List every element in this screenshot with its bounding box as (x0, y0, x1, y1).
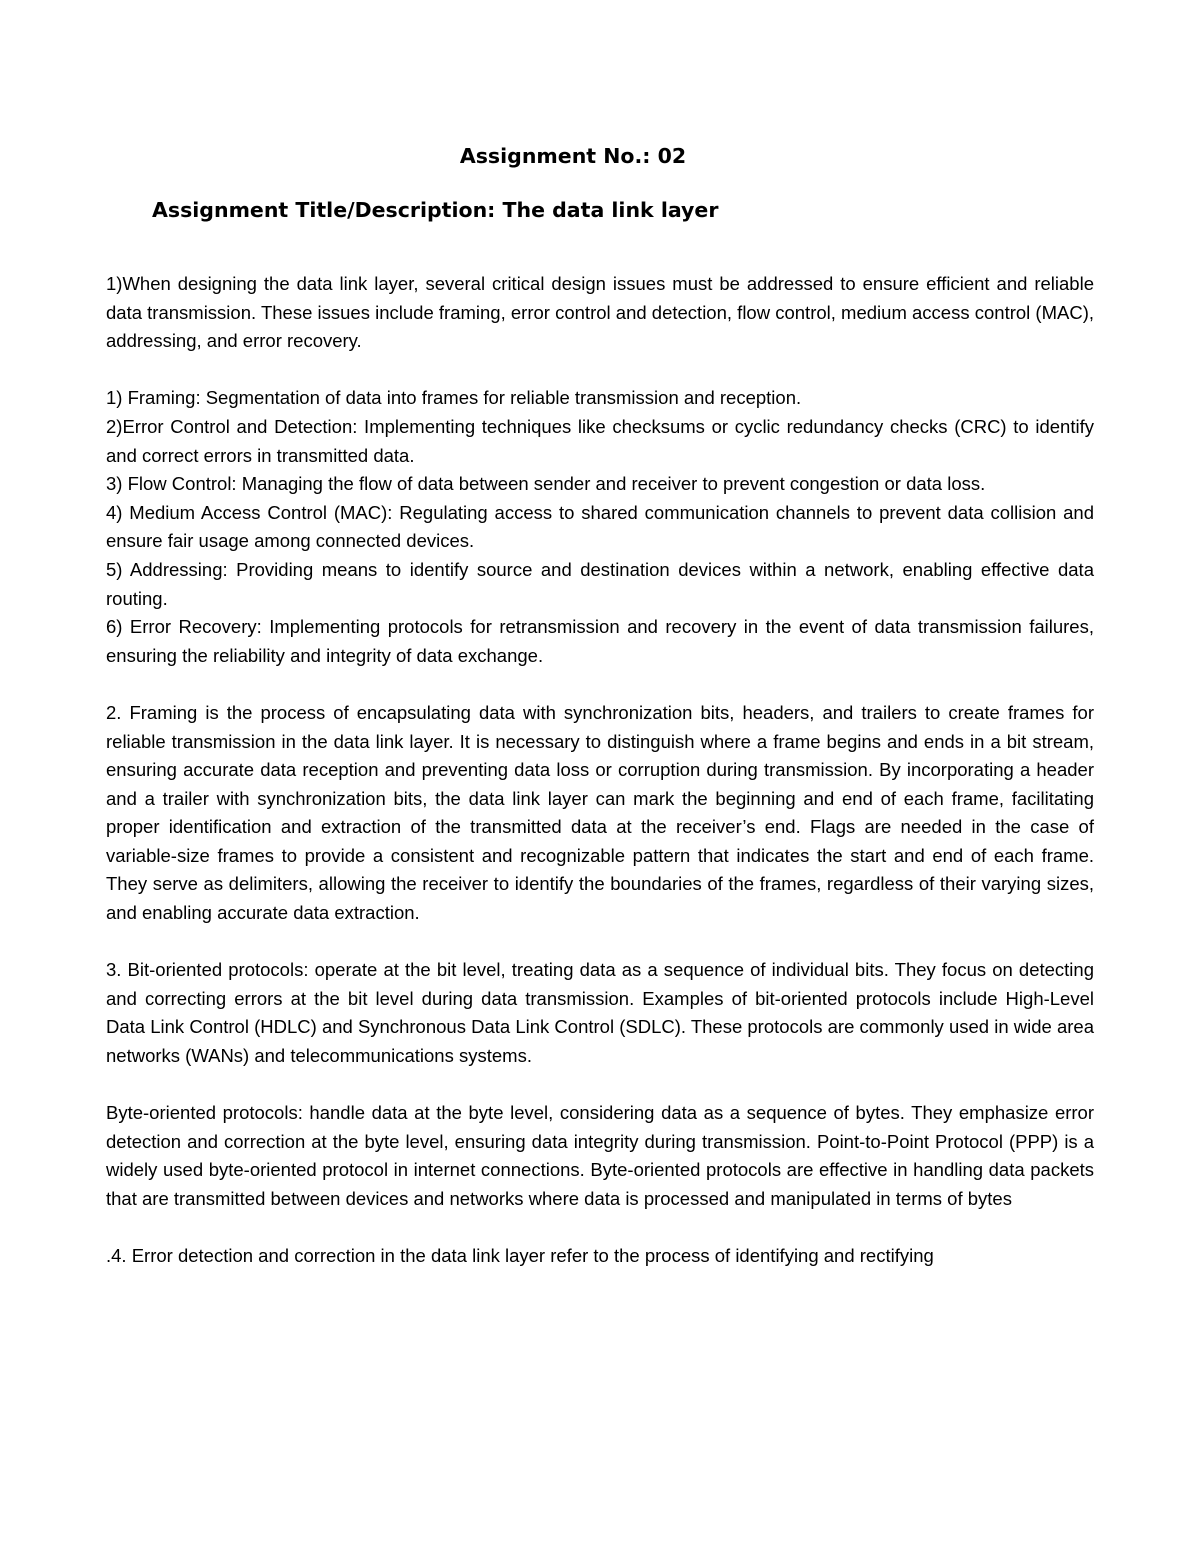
framing-paragraph: 2. Framing is the process of encapsulating data with synchronization bits, headers, and trailers to create frames for reliable transmission in the data link layer. It is necessary to distinguish where a frame begins and ends in a bit stream, ensuring accurate data reception and preventing data loss or corruption during transmission. By incorporating a header and a trailer with synchronization bits, the data link layer can mark the beginning and end of each frame, facilitating proper identification and extraction of the transmitted data at the receiver’s end. Flags are needed in the case of variable-size frames to provide a consistent and recognizable pattern that indicates the start and end of each frame. They serve as delimiters, allowing the receiver to identify the boundaries of the frames, regardless of their varying sizes, and enabling accurate data extraction. (106, 701, 1094, 924)
bit-oriented-paragraph: 3. Bit-oriented protocols: operate at the bit level, treating data as a sequence of individual bits. They focus on detecting and correcting errors at the bit level during data transmission. Examples of bit-oriented protocols include High-Level Data Link Control (HDLC) and Synchronous Data Link Control (SDLC). These protocols are commonly used in wide area networks (WANs) and telecommunications systems. (106, 959, 1094, 1067)
assignment-title-heading: Assignment Title/Description: The data link layer (152, 198, 719, 222)
issue-item-addressing: 5) Addressing: Providing means to identify source and destination devices within a network, enabling effective data routing. (106, 558, 1094, 609)
issue-item-mac: 4) Medium Access Control (MAC): Regulating access to shared communication channels to prevent data collision and ensure fair usage among connected devices. (106, 501, 1094, 552)
issue-item-framing: 1) Framing: Segmentation of data into frames for reliable transmission and reception. (106, 387, 802, 409)
paragraph-gap (106, 356, 1094, 385)
issue-item-error-control: 2)Error Control and Detection: Implementing techniques like checksums or cyclic redundancy checks (CRC) to identify and correct errors in transmitted data. (106, 415, 1094, 466)
intro-paragraph: 1)When designing the data link layer, several critical design issues must be addressed to ensure efficient and reliable data transmission. These issues include framing, error control and detection, flow control, medium access control (MAC), addressing, and error recovery. (106, 273, 1094, 352)
issue-item-error-recovery: 6) Error Recovery: Implementing protocols for retransmission and recovery in the event of data transmission failures, ensuring the reliability and integrity of data exchange. (106, 616, 1094, 666)
paragraph-gap (106, 928, 1094, 957)
assignment-number-heading: Assignment No.: 02 (459, 144, 687, 168)
paragraph-gap (106, 1071, 1094, 1100)
paragraph-gap (106, 1214, 1094, 1243)
document-body (106, 270, 1094, 1271)
paragraph-gap (106, 670, 1094, 699)
byte-oriented-paragraph: Byte-oriented protocols: handle data at the byte level, considering data as a sequence of bytes. They emphasize error detection and correction at the byte level, ensuring data integrity during transmission. Point-to-Point Protocol (PPP) is a widely used byte-oriented protocol in internet connections. Byte-oriented protocols are effective in handling data packets that are transmitted between devices and networks where data is processed and manipulated in terms of bytes (106, 1102, 1094, 1209)
issue-item-flow-control: 3) Flow Control: Managing the flow of data between sender and receiver to prevent congestion or data loss. (106, 473, 986, 495)
error-detection-paragraph: .4. Error detection and correction in the data link layer refer to the process of identifying and rectifying (106, 1245, 934, 1267)
